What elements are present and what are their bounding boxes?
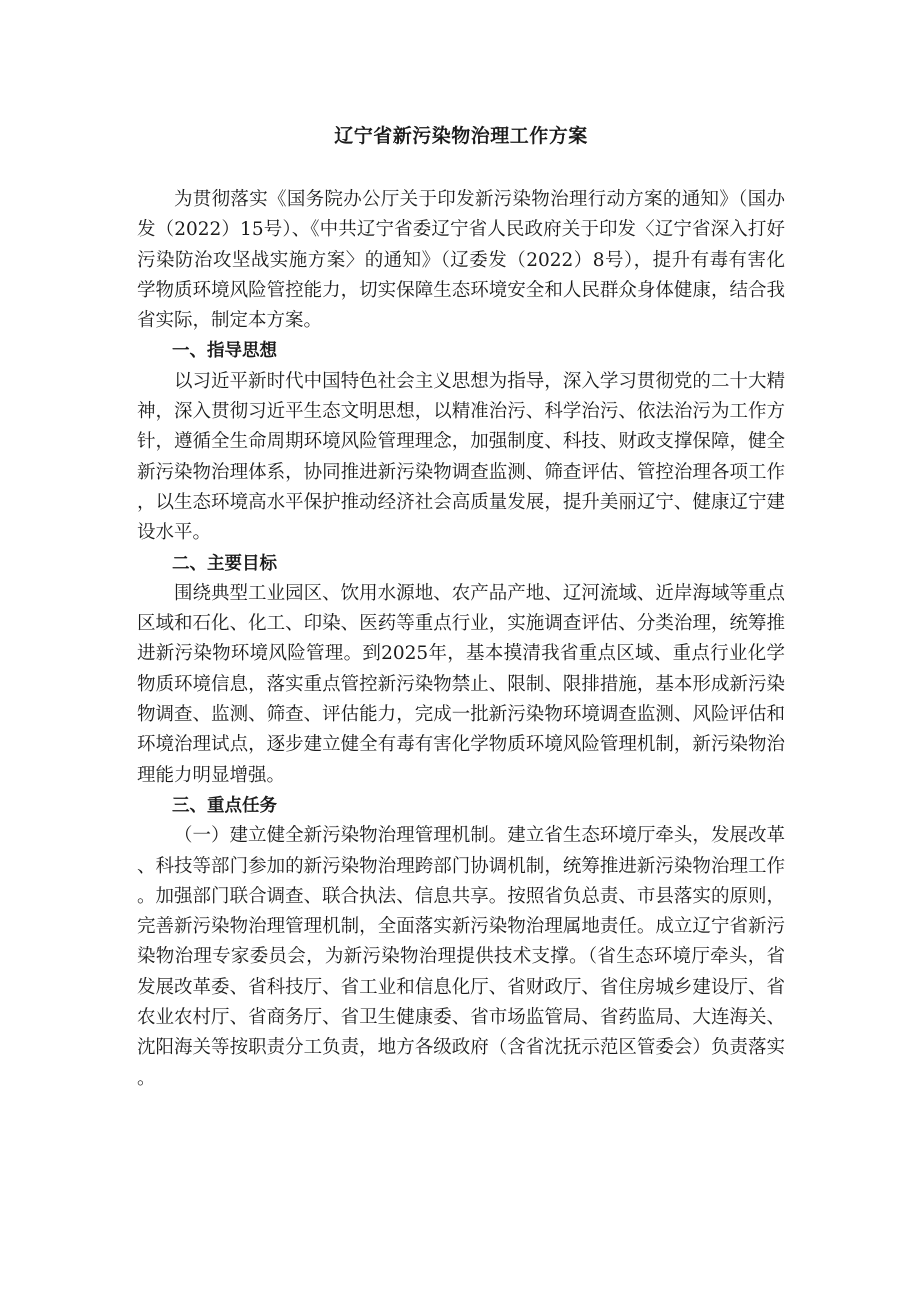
key-tasks-paragraph: （一）建立健全新污染物治理管理机制。建立省生态环境厅牵头，发展改革、科技等部门参加的新污染物治理跨部门协调机制，统筹推进新污染物治理工作。加强部门联合调查、联合执法、信息共享。按照省负总责、市县落实的原则，完善新污染物治理管理机制，全面落实新污染物治理属地责任。成立辽宁省新污染物治理专家委员会，为新污染物治理提供技术支撑。（省生态环境厅牵头，省发展改革委、省科技厅、省工业和信息化厅、省财政厅、省住房城乡建设厅、省农业农村厅、省商务厅、省卫生健康委、省市场监管局、省药监局、大连海关、沈阳海关等按职责分工负责，地方各级政府（含省沈抚示范区管委会）负责落实。 xyxy=(137,825,785,1089)
document-title: 辽宁省新污染物治理工作方案 xyxy=(334,125,588,147)
section-heading-main-goals: 二、主要目标 xyxy=(172,553,277,574)
main-goals-paragraph: 围绕典型工业园区、饮用水源地、农产品产地、辽河流域、近岸海域等重点区域和石化、化工、印染、医药等重点行业，实施调查评估、分类治理，统筹推进新污染物环境风险管理。到2025年，基本摸清我省重点区域、重点行业化学物质环境信息，落实重点管控新污染物禁止、限制、限排措施，基本形成新污染物调查、监测、筛查、评估能力，完成一批新污染物环境调查监测、风险评估和环境治理试点，逐步建立健全有毒有害化学物质环境风险管理机制，新污染物治理能力明显增强。 xyxy=(137,582,785,786)
section-heading-key-tasks: 三、重点任务 xyxy=(172,795,277,816)
document-body xyxy=(137,185,785,1094)
intro-paragraph: 为贯彻落实《国务院办公厅关于印发新污染物治理行动方案的通知》（国办发（2022）15号）、《中共辽宁省委辽宁省人民政府关于印发〈辽宁省深入打好污染防治攻坚战实施方案〉的通知》（辽委发（2022）8号），提升有毒有害化学物质环境风险管控能力，切实保障生态环境安全和人民群众身体健康，结合我省实际，制定本方案。 xyxy=(137,189,785,332)
guiding-ideology-paragraph: 以习近平新时代中国特色社会主义思想为指导，深入学习贯彻党的二十大精神，深入贯彻习近平生态文明思想，以精准治污、科学治污、依法治污为工作方针，遵循全生命周期环境风险管理理念，加强制度、科技、财政支撑保障，健全新污染物治理体系，协同推进新污染物调查监测、筛查评估、管控治理各项工作，以生态环境高水平保护推动经济社会高质量发展，提升美丽辽宁、健康辽宁建设水平。 xyxy=(137,370,785,544)
section-heading-guiding-ideology: 一、指导思想 xyxy=(172,341,277,362)
